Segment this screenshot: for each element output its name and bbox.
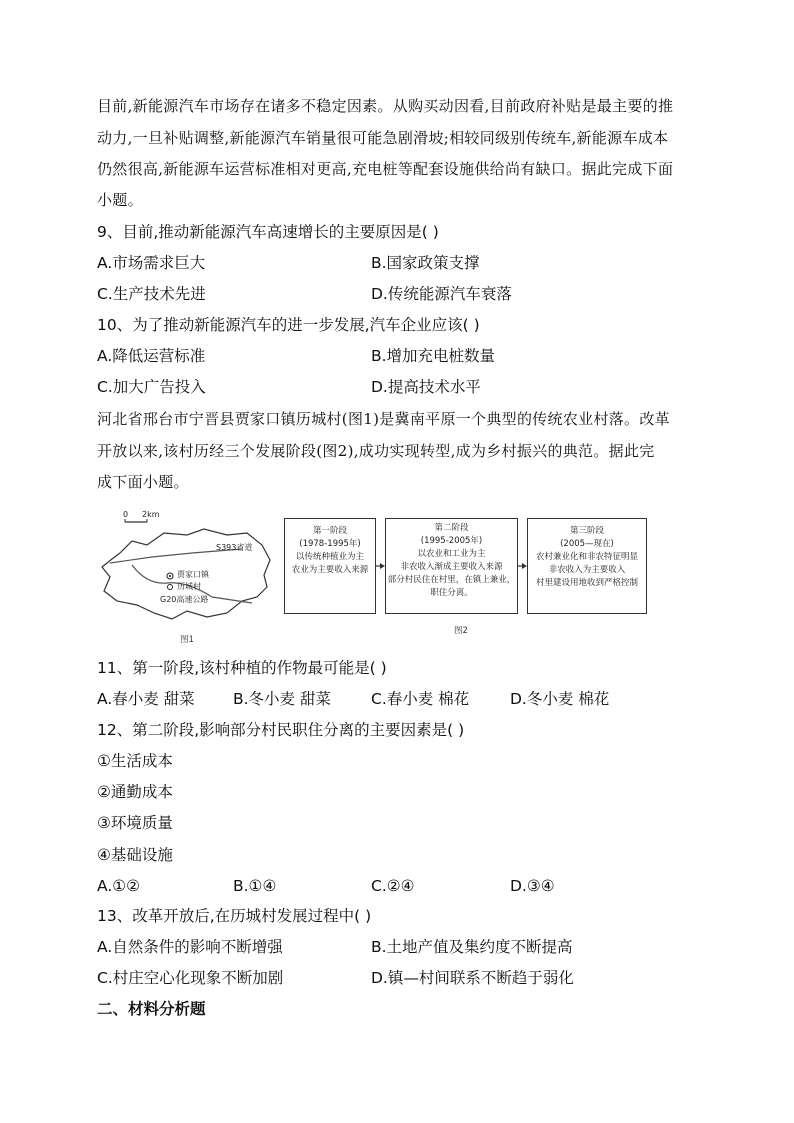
question-10-option-c[interactable]: C.加大广告投入: [97, 378, 206, 396]
section-2-heading: 二、材料分析题: [97, 1000, 206, 1018]
question-9-stem: 9、目前,推动新能源汽车高速增长的主要原因是( ): [97, 223, 439, 241]
question-12-option-d[interactable]: D.③④: [510, 877, 555, 895]
figure-2-caption: 图2: [454, 626, 468, 636]
stage-3-desc-3: 村里建设用地收到严格控制: [535, 578, 638, 588]
question-9-option-c[interactable]: C.生产技术先进: [97, 285, 206, 303]
question-12-item-2: ②通勤成本: [97, 783, 173, 801]
stage-3-title: 第三阶段: [569, 526, 604, 536]
village-symbol: [168, 585, 173, 590]
question-12-option-b[interactable]: B.①④: [233, 877, 277, 895]
question-13-stem: 13、改革开放后,在历城村发展过程中( ): [97, 907, 372, 925]
question-13-option-d[interactable]: D.镇—村间联系不断趋于弱化: [371, 969, 574, 987]
question-13-option-a[interactable]: A.自然条件的影响不断增强: [97, 938, 283, 956]
intro2-line-3: 成下面小题。: [97, 473, 189, 491]
stage-1-title: 第一阶段: [312, 526, 347, 536]
question-11-stem: 11、第一阶段,该村种植的作物最可能是( ): [97, 659, 387, 677]
question-11-option-b[interactable]: B.冬小麦 甜菜: [233, 690, 331, 708]
scale-zero-label: 0: [123, 510, 129, 519]
question-11-option-a[interactable]: A.春小麦 甜菜: [97, 690, 195, 708]
question-12-item-3: ③环境质量: [97, 814, 173, 832]
stage-2-years: (1995-2005年): [420, 536, 483, 546]
stage-2-desc-2: 非农收入渐成主要收入来源: [400, 562, 503, 572]
intro-line-2: 动力,一旦补贴调整,新能源汽车销量很可能急剧滑坡;相较同级别传统车,新能源车成本: [97, 129, 669, 147]
question-10-option-a[interactable]: A.降低运营标准: [97, 347, 206, 365]
stage-1-desc-1: 以传统种植业为主: [295, 552, 364, 562]
question-12-item-1: ①生活成本: [97, 752, 173, 770]
question-10-option-d[interactable]: D.提高技术水平: [371, 378, 481, 396]
question-12-stem: 12、第二阶段,影响部分村民职住分离的主要因素是( ): [97, 721, 465, 739]
stage-3-years: (2005—现在): [560, 539, 614, 549]
stage-2-box: [385, 518, 518, 614]
town-symbol-dot: [169, 575, 171, 577]
stage-2-desc-3: 部分村民住在村里，在镇上兼业，: [387, 575, 516, 585]
question-11-option-c[interactable]: C.春小麦 棉花: [371, 690, 470, 708]
stage-3-desc-1: 农村兼业化和非农特征明显: [535, 552, 638, 562]
question-12-option-c[interactable]: C.②④: [371, 877, 415, 895]
stage-2-title: 第二阶段: [434, 523, 469, 533]
question-12-item-4: ④基础设施: [97, 846, 173, 864]
question-10-stem: 10、为了推动新能源汽车的进一步发展,汽车企业应该( ): [97, 316, 480, 334]
question-9-option-b[interactable]: B.国家政策支撑: [371, 254, 480, 272]
stage-3-desc-2: 非农收入为主要收入: [548, 565, 626, 575]
figure-1-caption: 图1: [180, 635, 194, 645]
stage-1-box: [284, 518, 376, 614]
intro-line-3: 仍然很高,新能源车运营标准相对更高,充电桩等配套设施供给尚有缺口。据此完成下面: [97, 160, 674, 178]
town-label: 贾家口镇: [177, 570, 209, 579]
question-9-option-a[interactable]: A.市场需求巨大: [97, 254, 206, 272]
intro2-line-1: 河北省邢台市宁晋县贾家口镇历城村(图1)是冀南平原一个典型的传统农业村落。改革: [97, 410, 670, 428]
question-13-option-c[interactable]: C.村庄空心化现象不断加剧: [97, 969, 284, 987]
stage-2-desc-1: 以农业和工业为主: [417, 549, 486, 559]
scale-distance-label: 2km: [142, 510, 160, 519]
stage-1-years: (1978-1995年): [299, 539, 361, 549]
stage-3-box: [527, 518, 647, 614]
question-13-option-b[interactable]: B.土地产值及集约度不断提高: [371, 938, 573, 956]
figure-area: [92, 505, 652, 645]
question-12-option-a[interactable]: A.①②: [97, 877, 141, 895]
road-g20-label: G20高速公路: [160, 595, 209, 604]
road-s393-label: S393省道: [216, 543, 253, 552]
question-9-option-d[interactable]: D.传统能源汽车衰落: [371, 285, 512, 303]
village-label: 历城村: [177, 582, 201, 591]
intro-line-1: 目前,新能源汽车市场存在诸多不稳定因素。从购买动因看,目前政府补贴是最主要的推: [97, 97, 674, 115]
stage-1-desc-2: 农业为主要收入来源: [291, 565, 369, 575]
intro-line-4: 小题。: [97, 191, 143, 209]
intro2-line-2: 开放以来,该村历经三个发展阶段(图2),成功实现转型,成为乡村振兴的典范。据此完: [97, 442, 655, 460]
question-10-option-b[interactable]: B.增加充电桩数量: [371, 347, 496, 365]
question-11-option-d[interactable]: D.冬小麦 棉花: [510, 690, 610, 708]
stage-2-desc-4: 职住分离。: [430, 588, 473, 598]
